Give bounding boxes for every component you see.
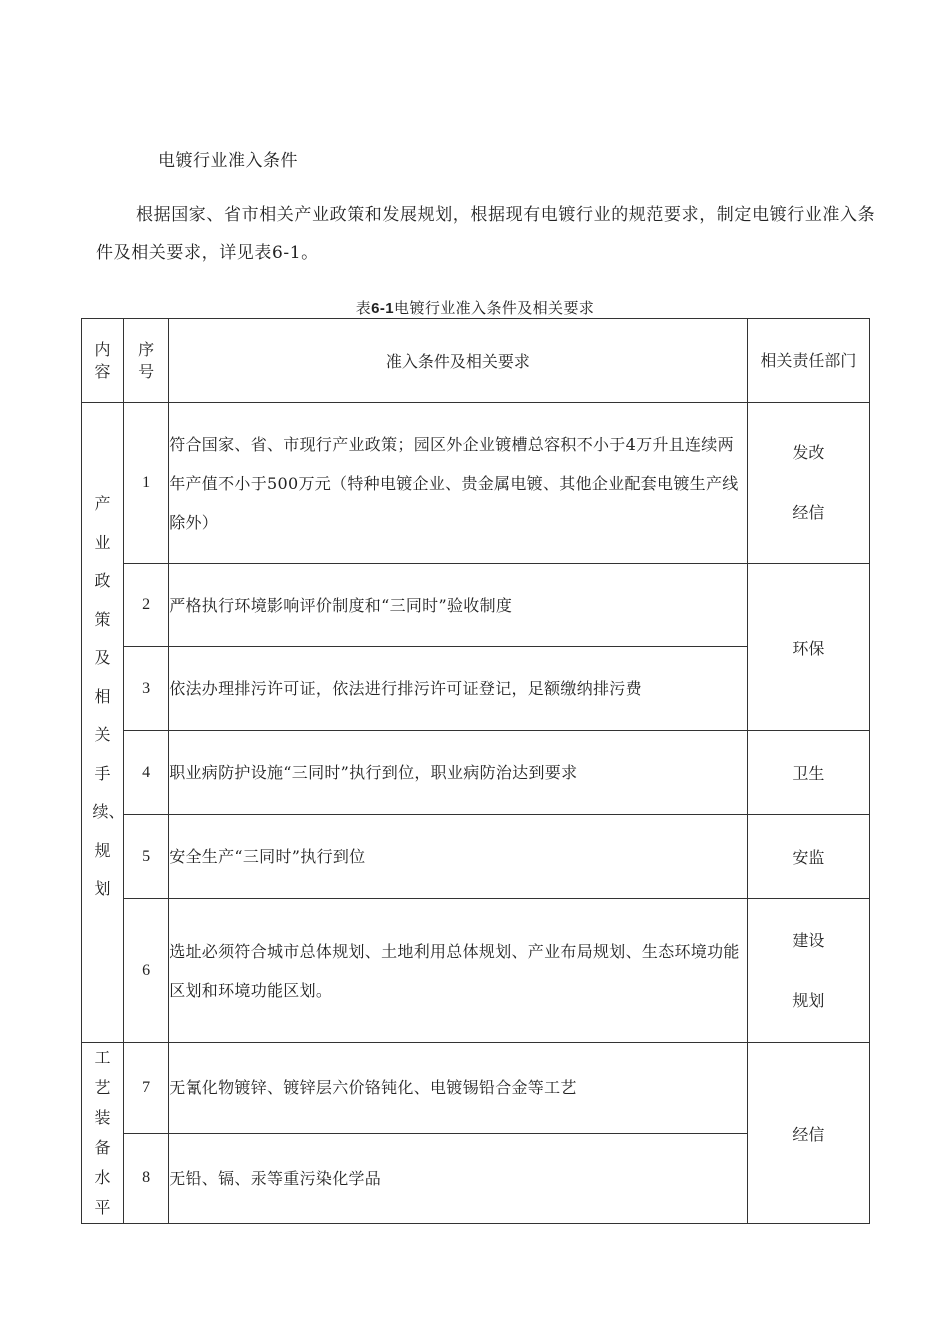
header-department: 相关责任部门 <box>747 319 869 403</box>
table-header-row <box>82 319 870 403</box>
requirement-text: 无铅、镉、汞等重污染化学品 <box>169 1133 747 1224</box>
table-row <box>82 815 870 899</box>
table-caption <box>0 297 950 318</box>
department-label: 经信 <box>792 1124 825 1144</box>
department-cell <box>747 403 869 564</box>
header-requirement: 准入条件及相关要求 <box>169 319 747 403</box>
table-row <box>82 899 870 1043</box>
caption-title: 电镀行业准入条件及相关要求 <box>394 299 595 317</box>
department-cell <box>747 1043 869 1224</box>
intro-paragraph: 根据国家、省市相关产业政策和发展规划，根据现有电镀行业的规范要求，制定电镀行业准入条件及相关要求，详见表6-1。 <box>96 205 876 263</box>
requirement-text: 严格执行环境影响评价制度和“三同时”验收制度 <box>169 564 747 647</box>
requirements-table <box>81 318 870 1224</box>
department-label: 卫生 <box>792 764 825 783</box>
row-number: 1 <box>124 403 169 564</box>
table-row <box>82 1043 870 1134</box>
table-row <box>82 731 870 815</box>
category-cell <box>82 403 124 1043</box>
category-label: 产业政策及相关手续、规划 <box>92 494 125 898</box>
row-number: 4 <box>124 731 169 815</box>
row-number: 8 <box>124 1133 169 1224</box>
requirement-text: 无氰化物镀锌、镀锌层六价铬钝化、电镀锡铅合金等工艺 <box>169 1043 747 1134</box>
caption-prefix: 表 <box>355 299 372 317</box>
requirement-text: 依法办理排污许可证，依法进行排污许可证登记，足额缴纳排污费 <box>169 647 747 731</box>
section-heading: 电镀行业准入条件 <box>158 151 298 171</box>
requirement-text: 选址必须符合城市总体规划、土地利用总体规划、产业布局规划、生态环境功能区划和环境功能区划。 <box>169 899 747 1043</box>
row-number: 2 <box>124 564 169 647</box>
requirement-text: 符合国家、省、市现行产业政策；园区外企业镀槽总容积不小于4万升且连续两年产值不小于500万元（特种电镀企业、贵金属电镀、其他企业配套电镀生产线除外） <box>169 403 747 564</box>
department-label: 安监 <box>792 848 825 867</box>
header-category: 内容 <box>82 319 124 403</box>
requirement-text: 职业病防护设施“三同时”执行到位，职业病防治达到要求 <box>169 731 747 815</box>
category-label: 工艺装备水平 <box>94 1048 111 1217</box>
category-cell <box>82 1043 124 1224</box>
caption-number: 6-1 <box>371 300 395 317</box>
row-number: 5 <box>124 815 169 899</box>
department-label: 经信 <box>792 503 825 522</box>
header-number: 序号 <box>124 319 169 403</box>
table-row <box>82 403 870 564</box>
department-label: 环保 <box>792 638 825 658</box>
requirement-text: 安全生产“三同时”执行到位 <box>169 815 747 899</box>
department-label: 建设 <box>792 930 825 950</box>
department-cell <box>747 815 869 899</box>
department-cell <box>747 731 869 815</box>
row-number: 3 <box>124 647 169 731</box>
table-row <box>82 564 870 647</box>
department-cell <box>747 564 869 731</box>
department-label: 规划 <box>792 990 825 1010</box>
row-number: 7 <box>124 1043 169 1134</box>
row-number: 6 <box>124 899 169 1043</box>
department-cell <box>747 899 869 1043</box>
department-label: 发改 <box>792 443 825 462</box>
